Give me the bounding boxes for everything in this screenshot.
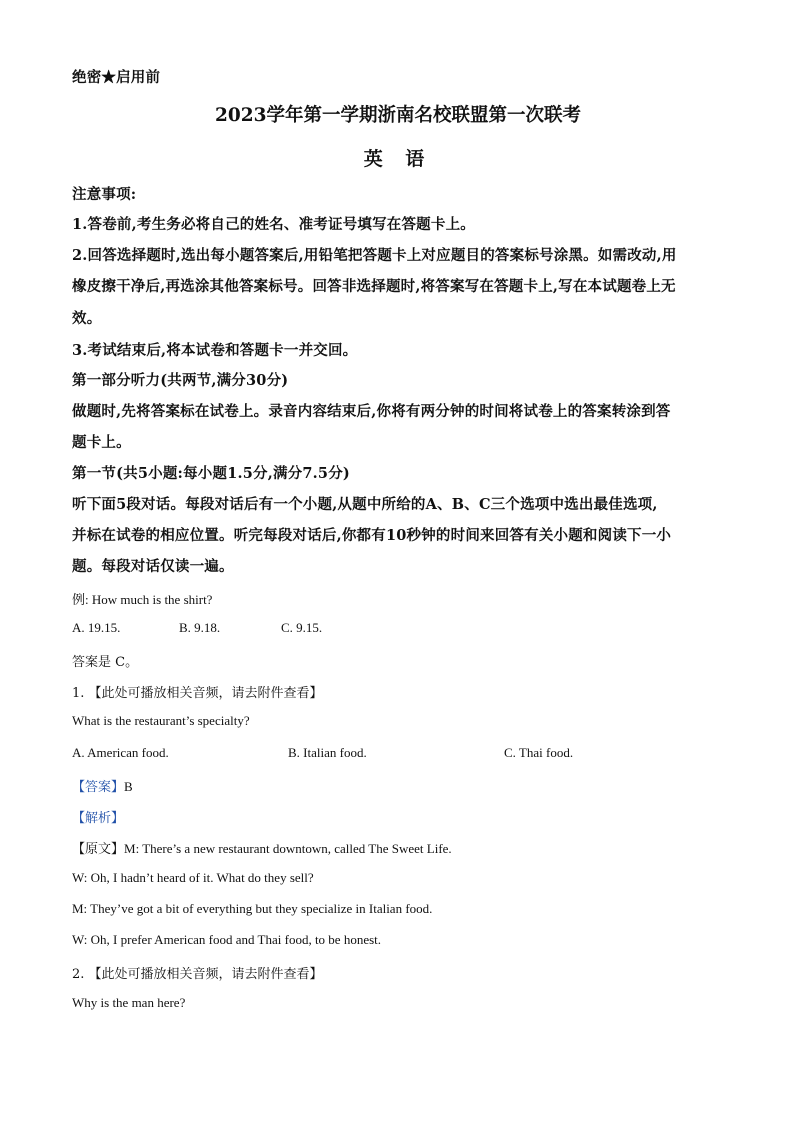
q1-option-a: A. American food. (72, 745, 169, 760)
notice-item-1: 1.答卷前,考生务必将自己的姓名、准考证号填写在答题卡上。 (72, 216, 475, 233)
q2-audio-note[interactable] (72, 963, 323, 982)
q1-transcript-line-1 (72, 838, 452, 858)
q2-question: Why is the man here? (72, 995, 186, 1010)
part1-instruction-line-2: 题卡上。 (72, 434, 131, 451)
q1-option-c: C. Thai food. (504, 745, 574, 760)
secret-tag: 绝密★启用前 (72, 69, 161, 86)
section1-heading: 第一节(共5小题:每小题1.5分,满分7.5分) (72, 465, 350, 482)
example-answer: 答案是 C。 (72, 655, 139, 670)
answer-label: 【答案】 (72, 780, 125, 795)
q1-transcript-line-4: W: Oh, I prefer American food and Thai food, to be honest. (72, 932, 382, 947)
example-option-a: A. 19.15. (72, 620, 121, 635)
example-option-b: B. 9.18. (179, 620, 221, 635)
example-option-c: C. 9.15. (281, 620, 323, 635)
q1-audio-note[interactable] (72, 682, 323, 701)
notice-heading: 注意事项: (72, 186, 137, 203)
transcript-label: 【原文】 (72, 842, 125, 857)
q1-question: What is the restaurant’s specialty? (72, 713, 250, 728)
q1-audio-note-text: 1. 【此处可播放相关音频，请去附件查看】 (72, 686, 323, 701)
section1-instruction-line-1: 听下面5段对话。每段对话后有一个小题,从题中所给的A、B、C三个选项中选出最佳选项, (72, 496, 658, 513)
section1-instruction-line-3: 题。每段对话仅读一遍。 (72, 558, 234, 575)
notice-item-2-line-3: 效。 (72, 310, 102, 327)
q1-transcript-line-3: M: They’ve got a bit of everything but they specialize in Italian food. (72, 901, 433, 916)
q1-answer (72, 776, 133, 796)
section1-instruction-line-2: 并标在试卷的相应位置。听完每段对话后,你都有10秒钟的时间来回答有关小题和阅读下一小 (72, 527, 672, 544)
answer-value: B (124, 779, 133, 794)
part1-heading: 第一部分听力(共两节,满分30分) (72, 372, 289, 389)
q2-audio-note-text: 2. 【此处可播放相关音频，请去附件查看】 (72, 967, 323, 982)
subject-title: 英 语 (363, 148, 433, 170)
analysis-label: 【解析】 (72, 811, 125, 826)
transcript-text: M: There’s a new restaurant downtown, called The Sweet Life. (124, 841, 452, 856)
q1-analysis (72, 807, 124, 827)
notice-item-2-line-1: 2.回答选择题时,选出每小题答案后,用铅笔把答题卡上对应题目的答案标号涂黑。如需改动,用 (72, 247, 677, 264)
notice-item-2-line-2: 橡皮擦干净后,再选涂其他答案标号。回答非选择题时,将答案写在答题卡上,写在本试题卷上无 (72, 278, 676, 295)
q1-option-b: B. Italian food. (288, 745, 367, 760)
notice-item-3: 3.考试结束后,将本试卷和答题卡一并交回。 (72, 342, 358, 359)
q1-transcript-line-2: W: Oh, I hadn’t heard of it. What do they sell? (72, 870, 314, 885)
example-question: 例: How much is the shirt? (72, 592, 213, 607)
exam-title: 2023学年第一学期浙南名校联盟第一次联考 (215, 105, 581, 126)
part1-instruction-line-1: 做题时,先将答案标在试卷上。录音内容结束后,你将有两分钟的时间将试卷上的答案转涂到答 (72, 403, 671, 420)
